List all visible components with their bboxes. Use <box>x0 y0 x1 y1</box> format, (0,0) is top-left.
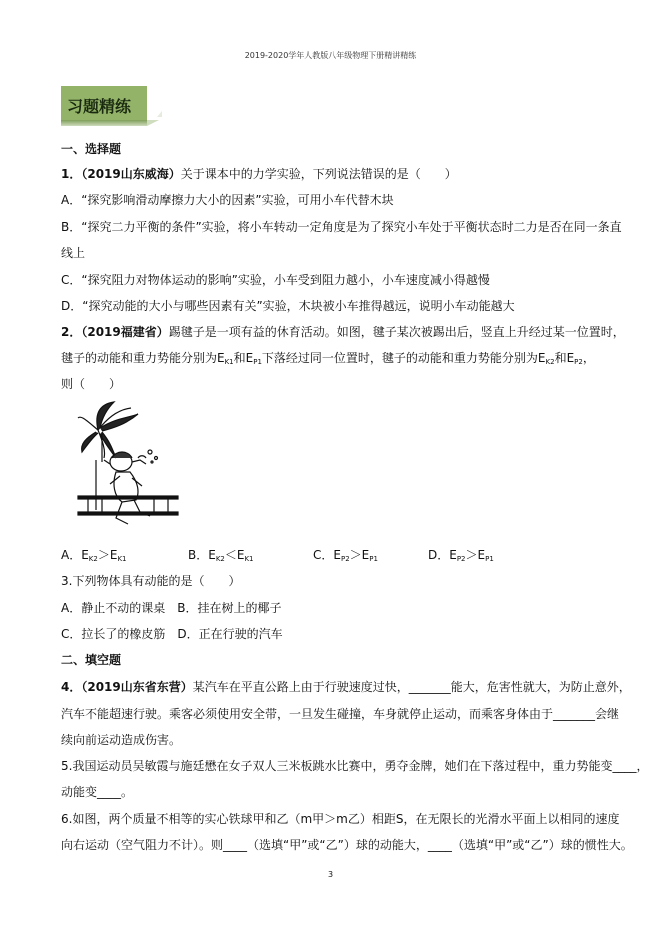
subscript: K1 <box>244 555 254 563</box>
subscript: P2 <box>574 358 583 366</box>
q4-line2: 汽车不能超速行驶。乘客必须使用安全带，一旦发生碰撞，车身就停止运动，而乘客身体由于_______会继 <box>61 707 620 721</box>
q2-stem-line3: 则（ ） <box>61 377 122 391</box>
q4-line3: 续向前运动造成伤害。 <box>61 733 182 747</box>
section-banner <box>61 86 162 126</box>
q5-line1: 5.我国运动员吴敏霞与施廷懋在女子双人三米板跳水比赛中，勇夺金牌，她们在下落过程中，重力势能变____， <box>61 759 649 773</box>
opt-text: ＞E <box>97 548 118 562</box>
q1-number: 1． <box>61 167 82 181</box>
q2-option-b <box>188 546 313 563</box>
q2-source: （2019福建省） <box>81 325 169 339</box>
q3-options-cd: C．拉长了的橡皮筋 D．正在行驶的汽车 <box>61 627 283 641</box>
q2-text-part: 和E <box>233 351 254 365</box>
opt-text: C．E <box>313 548 341 562</box>
q6-line1: 6.如图，两个质量不相等的实心铁球甲和乙（m甲＞m乙）相距S，在无限长的光滑水平面上以相同的速度 <box>61 812 620 826</box>
subscript: K2 <box>88 555 98 563</box>
q4-text: 某汽车在平直公路上由于行驶速度过快，_______能大，危害性就大，为防止意外， <box>192 680 631 694</box>
q1-option-b-line2: 线上 <box>61 246 86 260</box>
q1-option-d: D．“探究动能的大小与哪些因素有关”实验，木块被小车推得越远，说明小车动能越大 <box>61 299 515 313</box>
subscript: K2 <box>545 358 555 366</box>
section-choice-title: 一、选择题 <box>61 142 122 156</box>
q2-stem-line1 <box>61 323 625 340</box>
shuttlecock-kicker-figure <box>76 400 186 532</box>
q2-text-part: 毽子的动能和重力势能分别为E <box>61 351 225 365</box>
q2-text-part: ， <box>582 351 595 365</box>
opt-text: ＞E <box>349 548 370 562</box>
banner-corner <box>157 111 162 117</box>
q2-option-d <box>428 546 494 563</box>
section-fill-title: 二、填空题 <box>61 653 122 667</box>
opt-text: B．E <box>188 548 216 562</box>
opt-text: ＜E <box>224 548 245 562</box>
page-header: 2019-2020学年人教版八年级物理下册精讲精练 <box>244 51 417 60</box>
opt-text: A．E <box>61 548 89 562</box>
q5-line2: 动能变____。 <box>61 785 134 799</box>
q6-line2: 向右运动（空气阻力不计）。则____（选填“甲”或“乙”）球的动能大，____（选填“甲”或“乙”）球的惯性大。 <box>61 838 633 852</box>
q4-source: （2019山东省东营） <box>81 680 193 694</box>
q2-options <box>61 546 494 563</box>
q2-text: 踢毽子是一项有益的休育活动。如图，毽子某次被踢出后，竖直上升经过某一位置时， <box>168 325 625 339</box>
q2-option-a <box>61 546 188 563</box>
q2-text-part: 和E <box>554 351 575 365</box>
q1-option-c: C．“探究阻力对物体运动的影响”实验，小车受到阻力越小，小车速度减小得越慢 <box>61 273 490 287</box>
q1-stem <box>61 165 457 182</box>
page-number: 3 <box>327 870 334 879</box>
banner-shadow <box>61 120 147 126</box>
q2-text-part: 下落经过同一位置时，毽子的动能和重力势能分别为E <box>261 351 546 365</box>
q3-stem: 3.下列物体具有动能的是（ ） <box>61 574 241 588</box>
q1-option-a: A．“探究影响滑动摩擦力大小的因素”实验，可用小车代替木块 <box>61 193 394 207</box>
q4-number: 4． <box>61 680 82 694</box>
q4-line1 <box>61 678 631 695</box>
subscript: P1 <box>485 555 494 563</box>
subscript: K1 <box>117 555 127 563</box>
q1-text: 关于课本中的力学实验，下列说法错误的是（ ） <box>180 167 457 181</box>
subscript: K2 <box>215 555 225 563</box>
subscript: P2 <box>456 555 466 563</box>
opt-text: ＞E <box>465 548 486 562</box>
banner-fold <box>147 120 159 126</box>
q2-option-c <box>313 546 428 563</box>
banner-title: 习题精练 <box>67 97 132 116</box>
subscript: P2 <box>340 555 350 563</box>
subscript: K1 <box>224 358 234 366</box>
q1-option-b-line1: B．“探究二力平衡的条件”实验，将小车转动一定角度是为了探究小车处于平衡状态时二力是否在同一条直 <box>61 220 622 234</box>
subscript: P1 <box>253 358 262 366</box>
q2-number: 2． <box>61 325 82 339</box>
q1-source: （2019山东威海） <box>81 167 181 181</box>
q2-stem-line2 <box>61 349 595 366</box>
subscript: P1 <box>369 555 378 563</box>
q3-options-ab: A．静止不动的课桌 B．挂在树上的椰子 <box>61 601 282 615</box>
opt-text: D．E <box>428 548 457 562</box>
